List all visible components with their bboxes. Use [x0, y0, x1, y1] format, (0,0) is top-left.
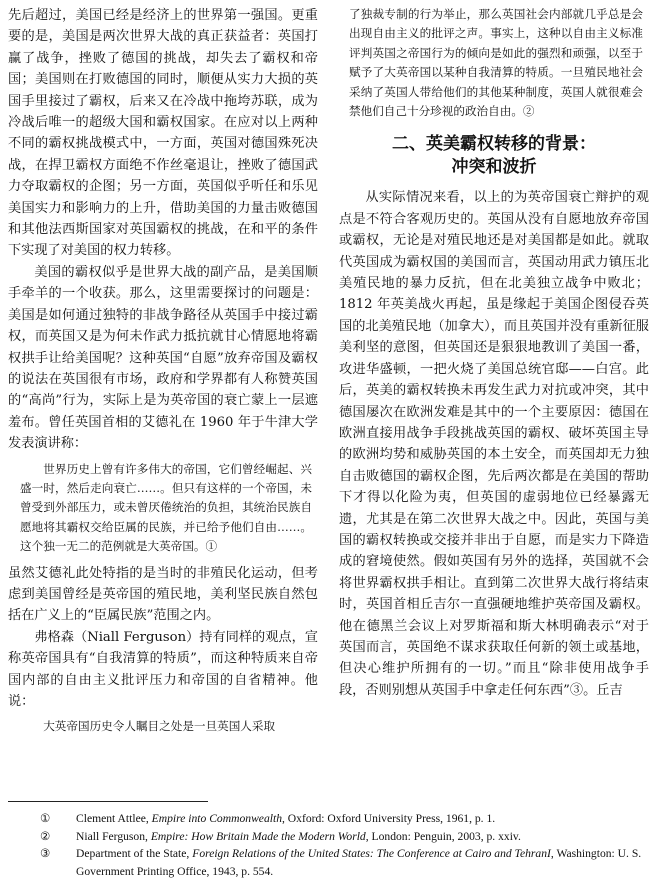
- section-title: [339, 133, 649, 179]
- footnote-3-mark: ③: [40, 847, 51, 860]
- footnote-2-title: Empire: How Britain Made the Modern World: [150, 829, 366, 843]
- footnote-2-author: Niall Ferguson,: [76, 829, 151, 843]
- footnote-3-author: Department of the State,: [76, 847, 193, 860]
- paragraph-1: 先后超过，美国已经是经济上的世界第一强国。更重要的是，美国是两次世界大战的真正获益者：英国打赢了战争，挫败了德国的挑战，却失去了霸权和帝国；美国则在打败德国的同时，顺便从实力大损的英国手里接过了霸权，后来又在冷战中拖垮苏联，成为冷战后唯一的超级大国和霸权国家。在应对以上两种不同的霸权挑战模式中，一方面，英国对德国殊死决战，在捍卫霸权方面绝不作丝毫退让，挫败了德国武力夺取霸权的企图；另一方面，英国似乎听任和乐见美国实力和影响力的上升，借助美国的力量击败德国和其他法西斯国家对英国霸权的挑战，在和平的条件下实现了对美国的权力转移。: [8, 8, 318, 259]
- footnote-2: [8, 828, 648, 846]
- footnote-3-title: Foreign Relations of the United States: The Conference at Cairo and TehranI: [192, 847, 551, 860]
- footnote-1-title: Empire into Commonwealth: [151, 812, 282, 825]
- footnote-1: [8, 810, 648, 828]
- footnote-1-publication: , Oxford: Oxford University Press, 1961, p. 1.: [282, 812, 496, 825]
- section-title-line-1: 二、英美霸权转移的背景：: [392, 134, 596, 155]
- footnote-2-mark: ②: [40, 829, 51, 843]
- paragraph-3: 虽然艾德礼此处特指的是当时的非殖民化运动，但考虑到美国曾经是英帝国的殖民地，美利坚民族自然包括在广义上的“臣属民族”范围之内。: [8, 565, 318, 624]
- paragraph-5: 从实际情况来看，以上的为英帝国衰亡辩护的观点是不符合客观历史的。英国从没有自愿地放弃帝国或霸权，无论是对殖民地还是对美国都是如此。就取代英国成为霸权国的美国而言，英国动用武力镇压北美殖民地的暴力反抗，但在北美独立战争中败北；1812 年英美战火再起，虽是缘起于美国企图侵吞英国的北美殖民地（加拿大），而且英国并没有重新征服美利坚的意图，但英国还是狠狠地教训了美国一番，攻进华盛顿，一把火烧了美国总统官邸——白宫。此后，英美的霸权转换未再发生武力对抗或冲突，其中德国屡次在欧洲发难是其中的一个主要原因：德国在欧洲直接用战争手段挑战英国的霸权、破坏英国主导的欧洲均势和威胁英国的本土安全，而英国却无力独自击败德国的霸权企图，先后两次都是在美国的帮助下才得以化险为夷，但英国的虚弱地位已经暴露无遗，尤其是在第二次世界大战之中。因此，英国与美国的霸权转换或交接并非出于自愿，而是实力下降造成的窘境使然。假如英国有另外的选择，英国就不会将世界霸权拱手相让。直到第二次世界大战行将结束时，英国首相丘吉尔一直强硬地维护英帝国及霸权。他在德黑兰会议上对罗斯福和斯大林明确表示“对于英国而言，英国绝不谋求获取任何新的领土或基地，但决心维护所拥有的一切。”而且“除非使用战争手段，否则别想从英国手中拿走任何东西”③。丘吉: [339, 190, 649, 698]
- footnote-divider: [8, 801, 208, 802]
- paragraph-4: 弗格森（Niall Ferguson）持有同样的观点，宣称英帝国具有“自我清算的特质”，而这种特质来自帝国内部的自由主义批评压力和帝国的自省精神。他说：: [8, 629, 318, 709]
- footnote-3-publication: , Washington: U. S. Government Printing Office, 1943, p. 554.: [76, 847, 642, 878]
- footnote-2-publication: , London: Penguin, 2003, p. xxiv.: [365, 829, 521, 843]
- right-column: [339, 5, 649, 701]
- paragraph-2: 美国的霸权似乎是世界大战的副产品，是美国顺手牵羊的一个收获。那么，这里需要探讨的问题是：美国是如何通过独特的非战争路径从英国手中接过霸权，而英国又是为何未作武力抵抗就甘心情愿地将霸权拱手让给美国呢？这种英国“自愿”放弃帝国及霸权的说法在英国很有市场，政府和学界都有人称赞英国的“高尚”行为，实际上是为英帝国的衰亡蒙上一层遮羞布。曾任英国首相的艾德礼在 1960 年于牛津大学发表演讲称：: [8, 264, 318, 452]
- footnote-1-author: Clement Attlee,: [76, 812, 152, 825]
- footnotes: [8, 810, 648, 880]
- footnote-1-mark: ①: [40, 812, 51, 825]
- block-quote-ferguson-start: 大英帝国历史令人瞩目之处是一旦英国人采取: [43, 719, 276, 734]
- footnote-3: [8, 845, 648, 880]
- left-column: [8, 5, 318, 743]
- block-quote-ferguson-continued: 了独裁专制的行为举止，那么英国社会内部就几乎总是会出现自由主义的批评之声。事实上，这种以自由主义标准评判英国之帝国行为的倾向是如此的强烈和顽强，以至于赋予了大英帝国以某种自我清算的特质。一旦殖民地社会采纳了英国人带给他们的其他某种制度，英国人就很难会禁他们自己十分珍视的政治自由。②: [349, 7, 643, 119]
- section-title-line-2: 冲突和波折: [451, 157, 537, 178]
- block-quote-attlee: 世界历史上曾有许多伟大的帝国，它们曾经崛起、兴盛一时，然后走向衰亡……。但只有这样的一个帝国，未曾受到外部压力，或未曾厌倦统治的负担，其统治民族自愿地将其霸权交给臣属的民族，并已给予他们自由……。这个独一无二的范例就是大英帝国。①: [20, 461, 312, 554]
